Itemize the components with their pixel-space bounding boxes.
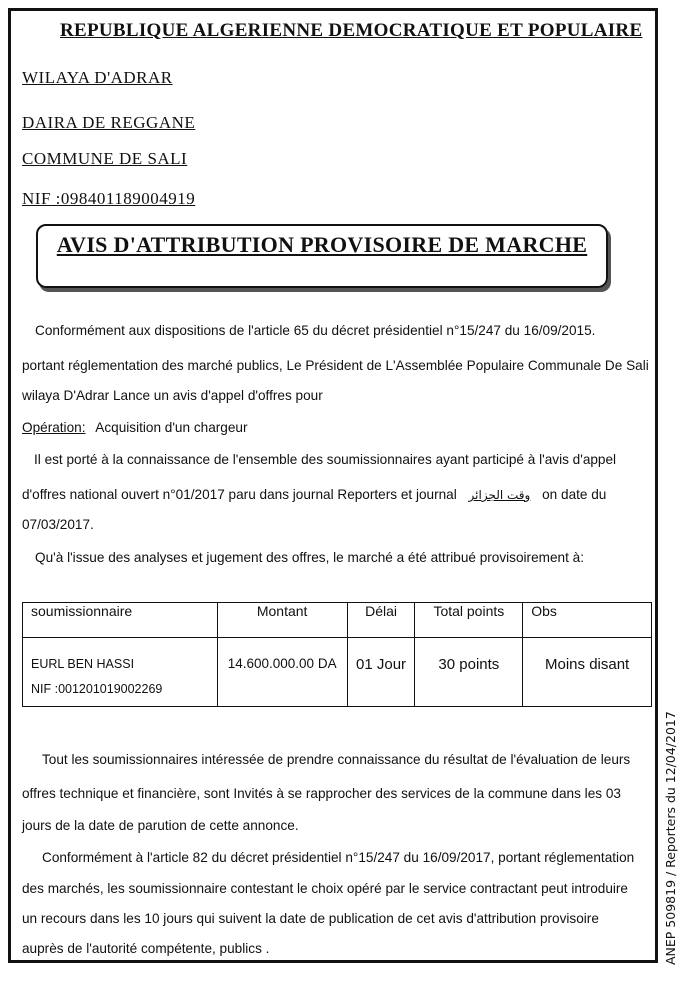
- title-box: [36, 224, 608, 288]
- paragraph-3: Qu'à l'issue des analyses et jugement des offres, le marché a été attribué provisoirement à:: [35, 550, 584, 565]
- republic-heading: REPUBLIQUE ALGERIENNE DEMOCRATIQUE ET POPULAIRE: [60, 20, 643, 41]
- commune-line: COMMUNE DE SALI: [22, 149, 188, 168]
- paragraph-1-line-3: wilaya D'Adrar Lance un avis d'appel d'offres pour: [22, 388, 323, 403]
- col-header-obs: Obs: [523, 603, 652, 638]
- col-header-montant: Montant: [217, 603, 347, 638]
- side-publication-note: ANEP 509819 / Reporters du 12/04/2017: [663, 711, 678, 965]
- paragraph-4-line-2: offres technique et financière, sont Invités à se rapprocher des services de la commune dans les 03: [22, 786, 621, 801]
- paragraph-4-line-3: jours de la date de parution de cette annonce.: [22, 818, 299, 833]
- nif-line: NIF :098401189004919: [22, 189, 196, 208]
- paragraph-5-line-4: auprès de l'autorité compétente, publics .: [22, 941, 270, 956]
- paragraph-2-line-2: [22, 487, 650, 503]
- daira-line: DAIRA DE REGGANE: [22, 113, 196, 132]
- cell-delai: [347, 638, 415, 707]
- paragraph-5-line-3: un recours dans les 10 jours qui suivent la date de publication de cet avis d'attribution provisoire: [22, 911, 599, 926]
- operation-line: [22, 420, 650, 435]
- obs-value: Moins disant: [545, 656, 630, 673]
- col-header-soumissionnaire: soumissionnaire: [23, 603, 218, 638]
- cell-soumissionnaire: [23, 638, 218, 707]
- cell-montant: [217, 638, 347, 707]
- paragraph-1-line-2: portant réglementation des marché publics, Le Président de L'Assemblée Populaire Communale De Sali: [22, 358, 649, 373]
- paragraph-4-line-1: Tout les soumissionnaires intéressée de prendre connaissance du résultat de l'évaluation de leurs: [42, 752, 631, 767]
- paragraph-2-line-1: Il est porté à la connaissance de l'ensemble des soumissionnaires ayant participé à l'avis d'appel: [34, 452, 617, 467]
- col-header-total-points: Total points: [415, 603, 523, 638]
- operation-label: Opération:: [22, 420, 86, 435]
- wilaya-line: WILAYA D'ADRAR: [22, 68, 173, 87]
- company-name: EURL BEN HASSI: [31, 657, 135, 671]
- arabic-journal-name: وقت الجزائر: [468, 488, 531, 502]
- amount-value: 14.600.000.00 DA: [227, 656, 337, 671]
- paragraph-5-line-1: Conformément à l'article 82 du décret présidentiel n°15/247 du 16/09/2017, portant réglementation: [42, 850, 635, 865]
- results-table: [22, 602, 652, 707]
- operation-value: Acquisition d'un chargeur: [95, 420, 248, 435]
- paragraph-5-line-2: des marchés, les soumissionnaire contestant le choix opéré par le service contractant peut introduire: [22, 881, 628, 896]
- paragraph-2-line-3: 07/03/2017.: [22, 517, 94, 532]
- cell-total-points: [415, 638, 523, 707]
- points-value: 30 points: [438, 656, 500, 673]
- paragraph-2-line-2b: on date du: [542, 487, 607, 502]
- company-nif: NIF :001201019002269: [31, 682, 163, 696]
- table-header-row: [23, 603, 652, 638]
- col-header-delai: Délai: [347, 603, 415, 638]
- table-row: [23, 638, 652, 707]
- paragraph-2-line-2a: d'offres national ouvert n°01/2017 paru dans journal Reporters et journal: [22, 487, 457, 502]
- cell-obs: [523, 638, 652, 707]
- delay-value: 01 Jour: [356, 656, 407, 673]
- notice-title: AVIS D'ATTRIBUTION PROVISOIRE DE MARCHE: [56, 232, 588, 257]
- paragraph-1-line-1: Conformément aux dispositions de l'article 65 du décret présidentiel n°15/247 du 16/09/2015.: [35, 323, 596, 338]
